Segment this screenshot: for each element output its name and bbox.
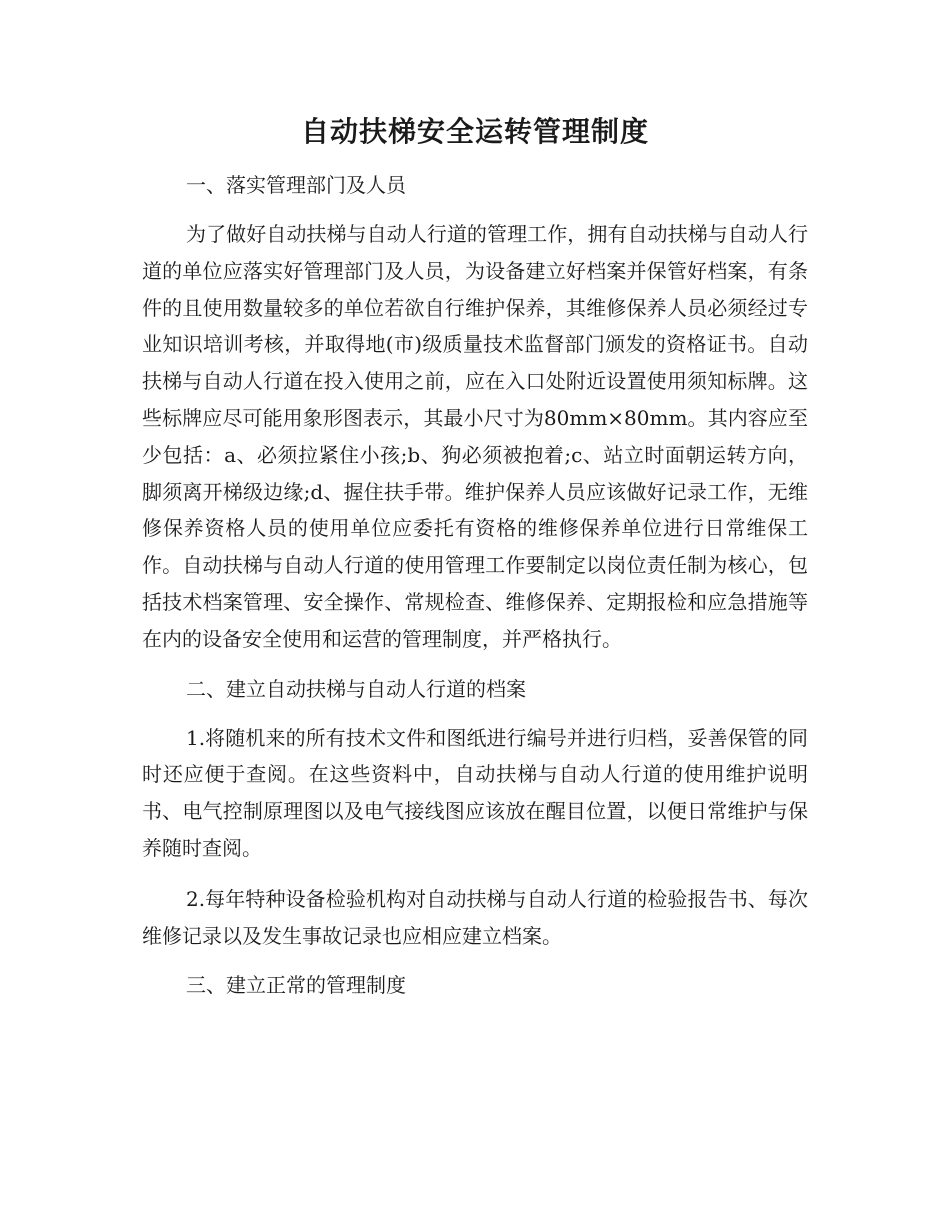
section-heading-1: 一、落实管理部门及人员 xyxy=(186,173,406,197)
section-1-paragraph-1: 为了做好自动扶梯与自动人行道的管理工作，拥有自动扶梯与自动人行道的单位应落实好管理部门及人员，为设备建立好档案并保管好档案，有条件的且使用数量较多的单位若欲自行维护保养，其维修保养人员必须经过专业知识培训考核，并取得地(市)级质量技术监督部门颁发的资格证书。自动扶梯与自动人行道在投入使用之前，应在入口处附近设置使用须知标牌。这些标牌应尽可能用象形图表示，其最小尺寸为80mm×80mm。其内容应至少包括：a、必须拉紧住小孩;b、狗必须被抱着;c、站立时面朝运转方向，脚须离开梯级边缘;d、握住扶手带。维护保养人员应该做好记录工作，无维修保养资格人员的使用单位应委托有资格的维修保养单位进行日常维保工作。自动扶梯与自动人行道的使用管理工作要制定以岗位责任制为核心，包括技术档案管理、安全操作、常规检查、维修保养、定期报检和应急措施等在内的设备安全使用和运营的管理制度，并严格执行。 xyxy=(142,222,808,651)
section-heading-2: 二、建立自动扶梯与自动人行道的档案 xyxy=(186,676,526,701)
section-2-paragraph-1: 1.将随机来的所有技术文件和图纸进行编号并进行归档，妥善保管的同时还应便于查阅。在这些资料中，自动扶梯与自动人行道的使用维护说明书、电气控制原理图以及电气接线图应该放在醒目位置，以便日常维护与保养随时查阅。 xyxy=(142,725,808,860)
section-heading-3: 三、建立正常的管理制度 xyxy=(186,973,406,998)
section-2-paragraph-2: 2.每年特种设备检验机构对自动扶梯与自动人行道的检验报告书、每次维修记录以及发生事故记录也应相应建立档案。 xyxy=(142,886,808,948)
document-title: 自动扶梯安全运转管理制度 xyxy=(300,115,649,148)
document-body xyxy=(142,168,808,1002)
